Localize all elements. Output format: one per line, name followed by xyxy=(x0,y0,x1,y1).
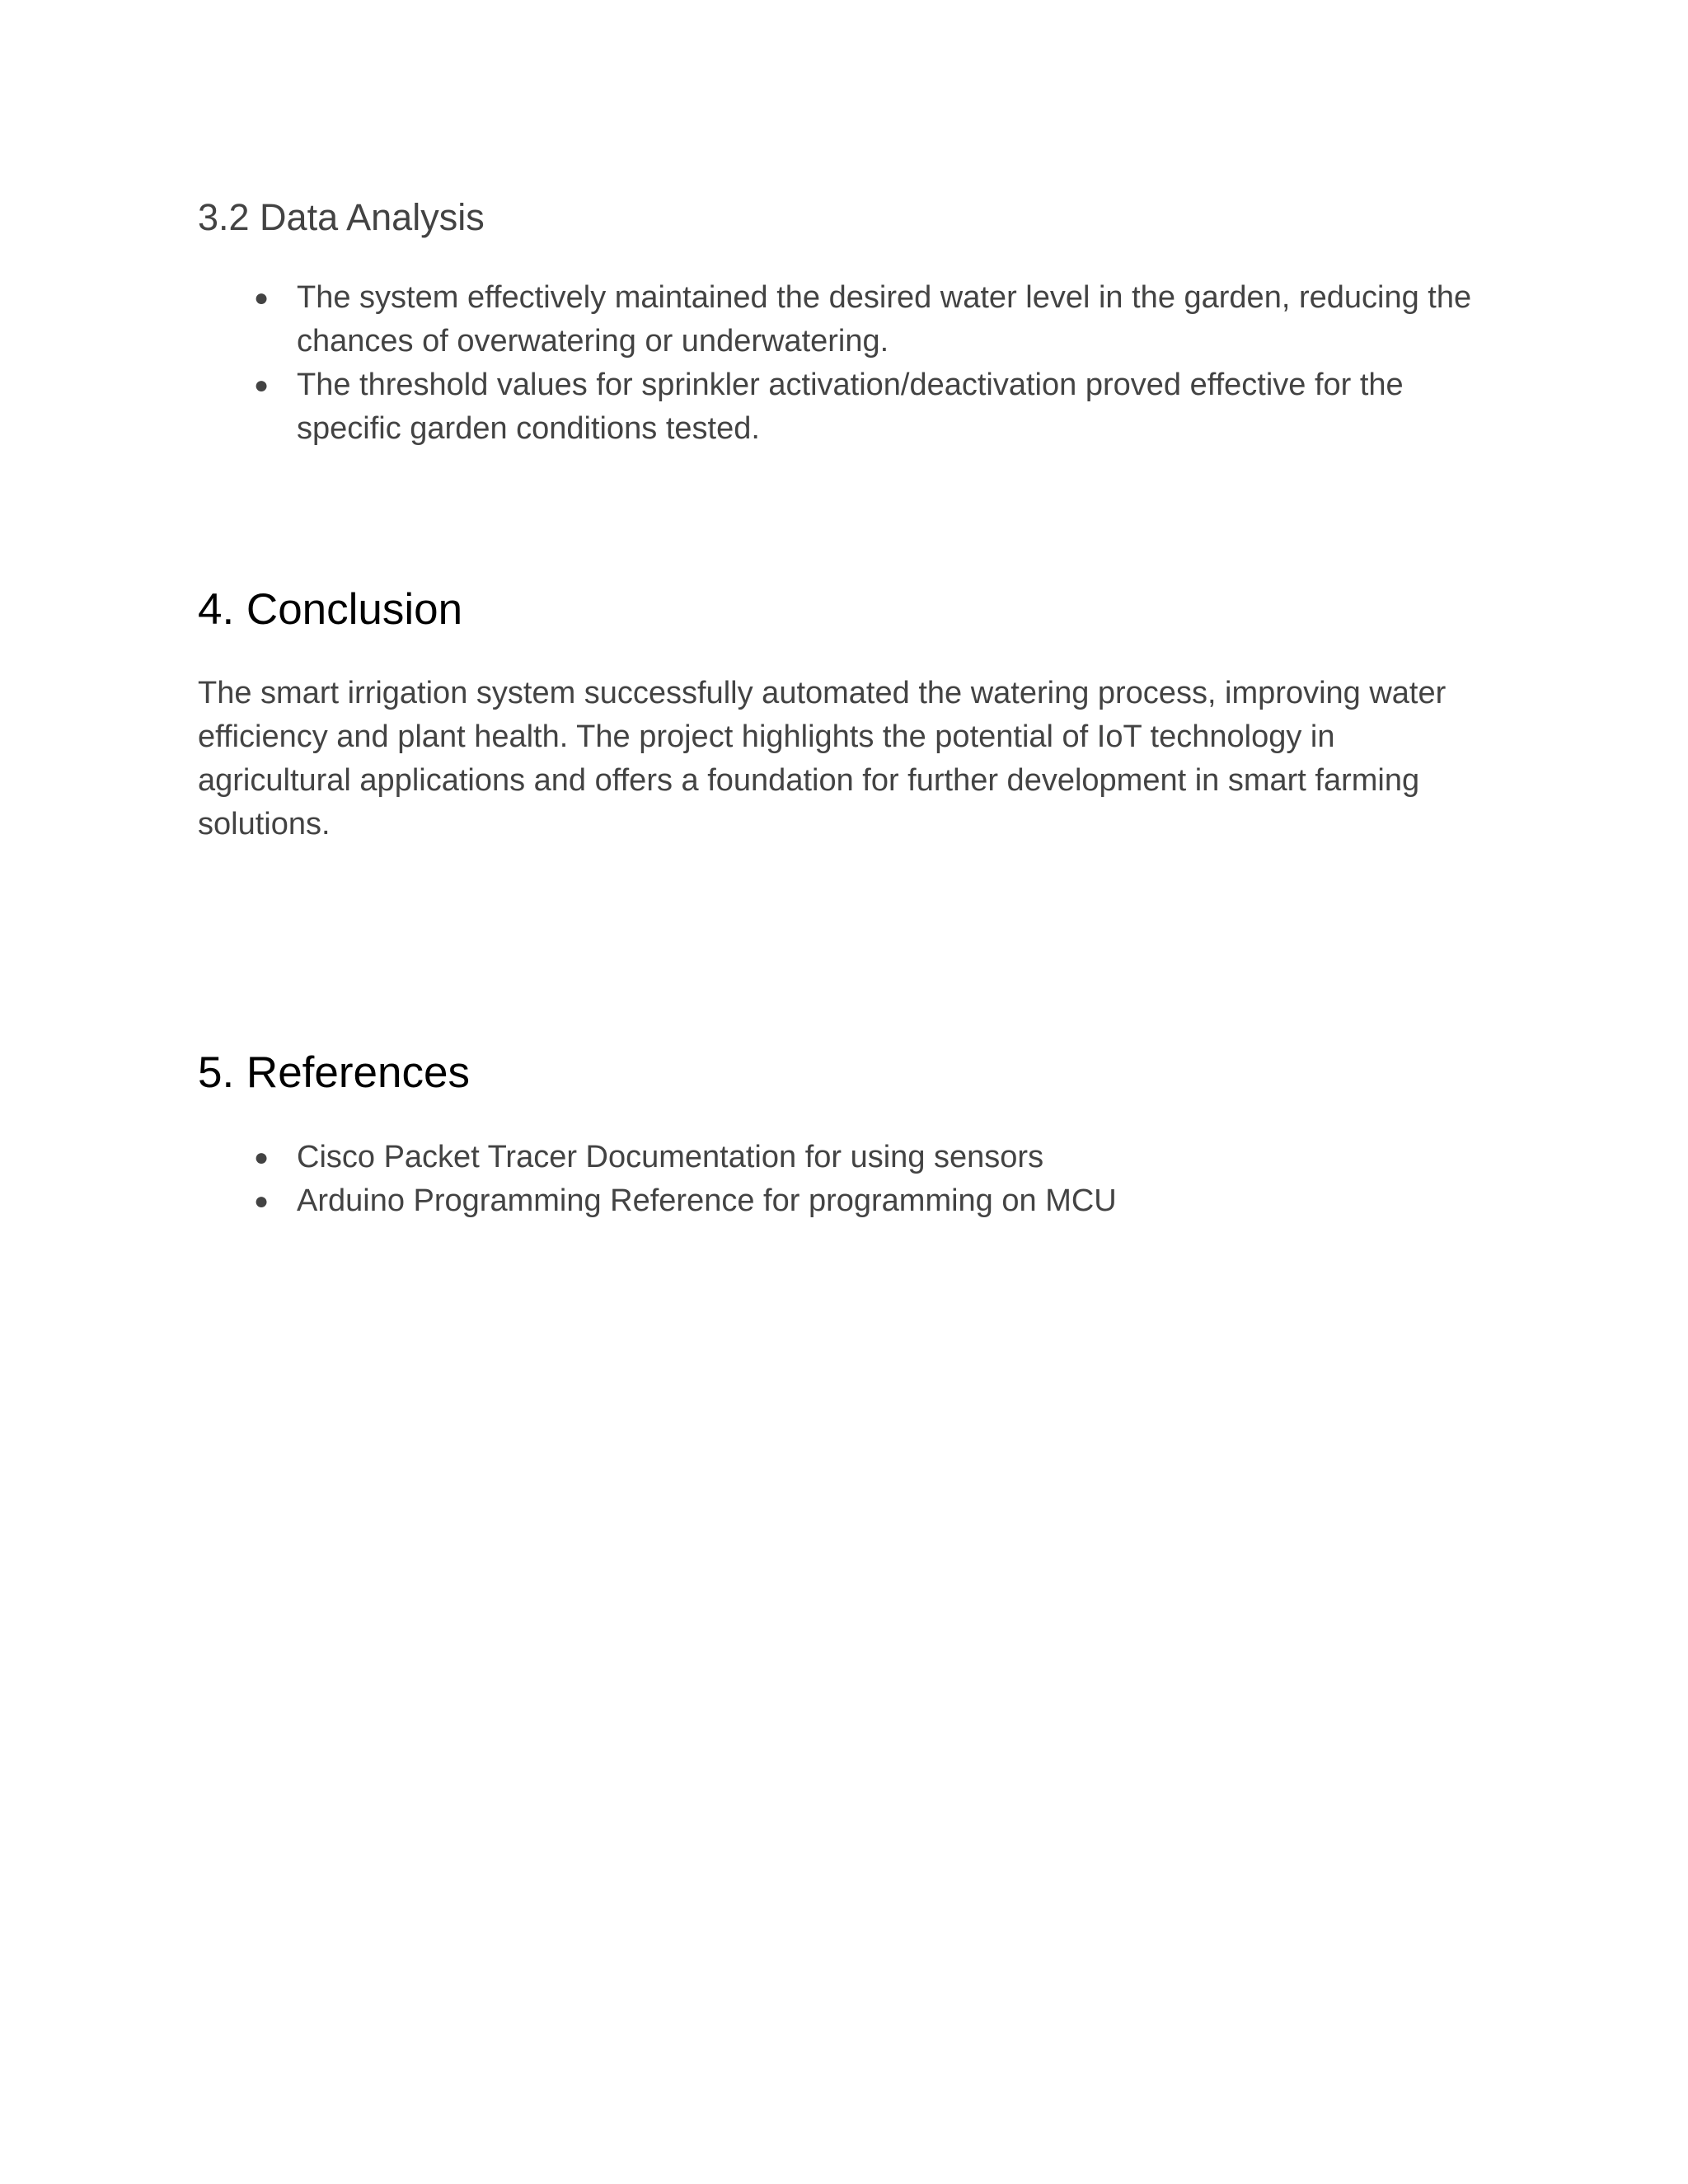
bullet-icon: ● xyxy=(253,1188,270,1215)
list-item xyxy=(198,276,1484,363)
list-item xyxy=(198,363,1484,451)
bullet-icon: ● xyxy=(253,372,270,399)
data-analysis-list xyxy=(198,276,1484,451)
references-list xyxy=(198,1136,1484,1223)
bullet-icon: ● xyxy=(253,1144,270,1171)
data-analysis-list-wrap xyxy=(198,276,1484,451)
list-item xyxy=(198,1179,1484,1223)
references-list-wrap xyxy=(198,1136,1484,1223)
section-heading-data-analysis: 3.2 Data Analysis xyxy=(198,196,485,238)
list-item-text: Cisco Packet Tracer Documentation for using sensors xyxy=(297,1140,1044,1174)
list-item-text: The system effectively maintained the desired water level in the garden, reducing the chances of overwatering or underwatering. xyxy=(297,280,1472,359)
section-references xyxy=(198,1047,1484,1099)
conclusion-paragraph-wrap xyxy=(198,672,1467,846)
section-conclusion xyxy=(198,583,1484,636)
bullet-icon: ● xyxy=(253,284,270,312)
list-item-text: The threshold values for sprinkler activation/deactivation proved effective for the specific garden conditions tested. xyxy=(297,368,1404,446)
conclusion-paragraph: The smart irrigation system successfully automated the watering process, improving water efficiency and plant health. The project highlights the potential of IoT technology in agricultural applications and offers a foundation for further development in smart farming solutions. xyxy=(198,676,1447,841)
section-data-analysis xyxy=(198,194,1484,241)
section-heading-references: 5. References xyxy=(198,1048,470,1097)
list-item-text: Arduino Programming Reference for programming on MCU xyxy=(297,1183,1117,1218)
section-heading-conclusion: 4. Conclusion xyxy=(198,585,463,634)
list-item xyxy=(198,1136,1484,1179)
